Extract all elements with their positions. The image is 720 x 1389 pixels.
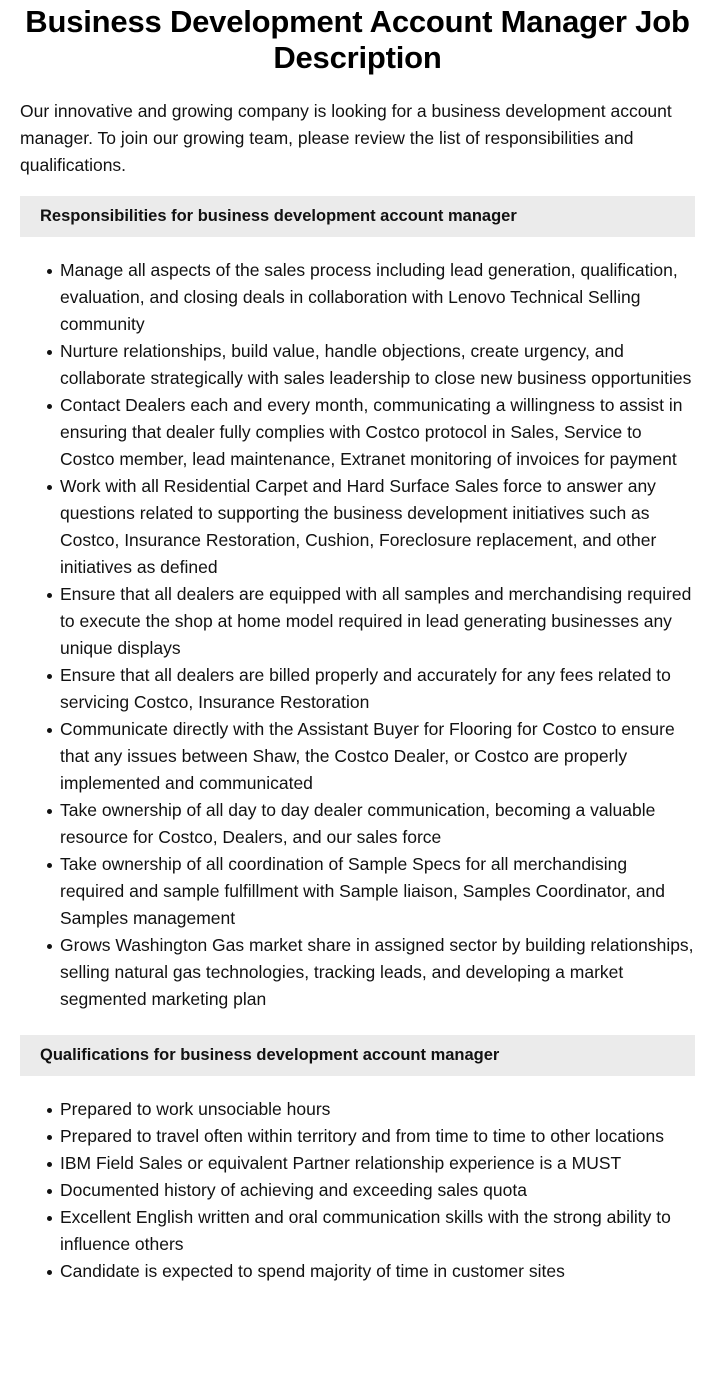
list-item: Manage all aspects of the sales process including lead generation, qualification, evaluation, and closing deals in collaboration with Lenovo Technical Selling community xyxy=(60,257,695,338)
list-item: Take ownership of all day to day dealer communication, becoming a valuable resource for Costco, Dealers, and our sales force xyxy=(60,797,695,851)
list-item: Ensure that all dealers are equipped with all samples and merchandising required to execute the shop at home model required in lead generating businesses any unique displays xyxy=(60,581,695,662)
list-item: Excellent English written and oral communication skills with the strong ability to influence others xyxy=(60,1204,695,1258)
intro-paragraph: Our innovative and growing company is looking for a business development account manager. To join our growing team, please review the list of responsibilities and qualifications. xyxy=(20,101,672,175)
list-item: Communicate directly with the Assistant Buyer for Flooring for Costco to ensure that any issues between Shaw, the Costco Dealer, or Costco are properly implemented and communicated xyxy=(60,716,695,797)
list-item: Work with all Residential Carpet and Hard Surface Sales force to answer any questions related to supporting the business development initiatives such as Costco, Insurance Restoration, Cushion, Foreclosure replacement, and other initiatives as defined xyxy=(60,473,695,581)
list-item: Nurture relationships, build value, handle objections, create urgency, and collaborate strategically with sales leadership to close new business opportunities xyxy=(60,338,695,392)
responsibilities-heading: Responsibilities for business development account manager xyxy=(20,196,695,237)
responsibilities-list xyxy=(20,257,695,1013)
list-item: Contact Dealers each and every month, communicating a willingness to assist in ensuring that dealer fully complies with Costco protocol in Sales, Service to Costco member, lead maintenance, Extranet monitoring of invoices for payment xyxy=(60,392,695,473)
list-item: Candidate is expected to spend majority of time in customer sites xyxy=(60,1258,695,1285)
list-item: IBM Field Sales or equivalent Partner relationship experience is a MUST xyxy=(60,1150,695,1177)
list-item: Grows Washington Gas market share in assigned sector by building relationships, selling natural gas technologies, tracking leads, and developing a market segmented marketing plan xyxy=(60,932,695,1013)
list-item: Ensure that all dealers are billed properly and accurately for any fees related to servicing Costco, Insurance Restoration xyxy=(60,662,695,716)
qualifications-list xyxy=(20,1096,695,1285)
list-item: Take ownership of all coordination of Sample Specs for all merchandising required and sample fulfillment with Sample liaison, Samples Coordinator, and Samples management xyxy=(60,851,695,932)
list-item: Documented history of achieving and exceeding sales quota xyxy=(60,1177,695,1204)
list-item: Prepared to work unsociable hours xyxy=(60,1096,695,1123)
page-title: Business Development Account Manager Job Description xyxy=(25,4,690,75)
list-item: Prepared to travel often within territory and from time to time to other locations xyxy=(60,1123,695,1150)
qualifications-heading: Qualifications for business development account manager xyxy=(20,1035,695,1076)
